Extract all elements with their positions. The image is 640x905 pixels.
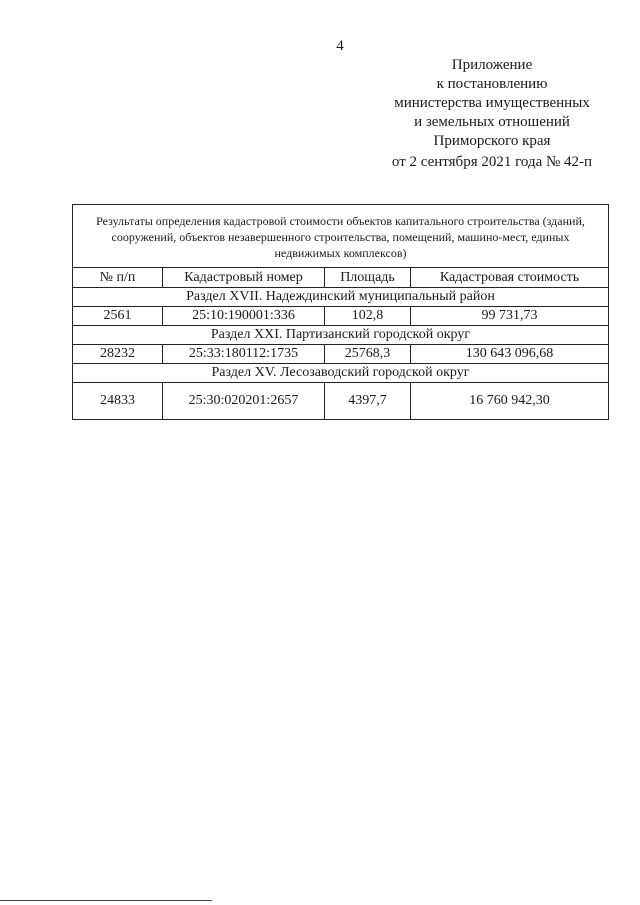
appendix-line: министерства имущественных xyxy=(394,95,590,111)
row-number: 2561 xyxy=(73,307,163,326)
cadastral-value: 130 643 096,68 xyxy=(411,345,609,364)
appendix-line: и земельных отношений xyxy=(414,114,570,130)
section-title: Раздел XVII. Надеждинский муниципальный район xyxy=(73,288,609,307)
cadastral-number: 25:33:180112:1735 xyxy=(163,345,325,364)
table-header-row xyxy=(73,268,609,288)
appendix-line: Приморского края xyxy=(433,133,551,149)
column-header-cadastral-value: Кадастровая стоимость xyxy=(411,268,609,288)
table-caption: Результаты определения кадастровой стоимости объектов капитального строительства (зданий, сооружений, объектов незавершенного строительства, помещений, машино-мест, единых недвижимых комплексов) xyxy=(73,205,609,268)
column-header-number: № п/п xyxy=(73,268,163,288)
cadastral-value: 16 760 942,30 xyxy=(411,383,609,420)
table-row xyxy=(73,345,609,364)
column-header-area: Площадь xyxy=(325,268,411,288)
area: 25768,3 xyxy=(325,345,411,364)
row-number: 24833 xyxy=(73,383,163,420)
cadastral-value-table xyxy=(72,204,609,420)
section-title: Раздел XXI. Партизанский городской округ xyxy=(73,326,609,345)
cadastral-number: 25:10:190001:336 xyxy=(163,307,325,326)
appendix-date: от 2 сентября 2021 года № 42-п xyxy=(391,154,593,170)
cadastral-number: 25:30:020201:2657 xyxy=(163,383,325,420)
page-number: 4 xyxy=(336,38,344,54)
appendix-line: Приложение xyxy=(451,57,533,73)
table-row xyxy=(73,307,609,326)
column-header-cadastral-number: Кадастровый номер xyxy=(163,268,325,288)
cadastral-value: 99 731,73 xyxy=(411,307,609,326)
appendix-line: к постановлению xyxy=(436,76,548,92)
appendix-header xyxy=(372,56,612,151)
row-number: 28232 xyxy=(73,345,163,364)
section-title: Раздел XV. Лесозаводский городской округ xyxy=(73,364,609,383)
footer-rule xyxy=(0,900,212,901)
area: 102,8 xyxy=(325,307,411,326)
table-row xyxy=(73,383,609,420)
area: 4397,7 xyxy=(325,383,411,420)
